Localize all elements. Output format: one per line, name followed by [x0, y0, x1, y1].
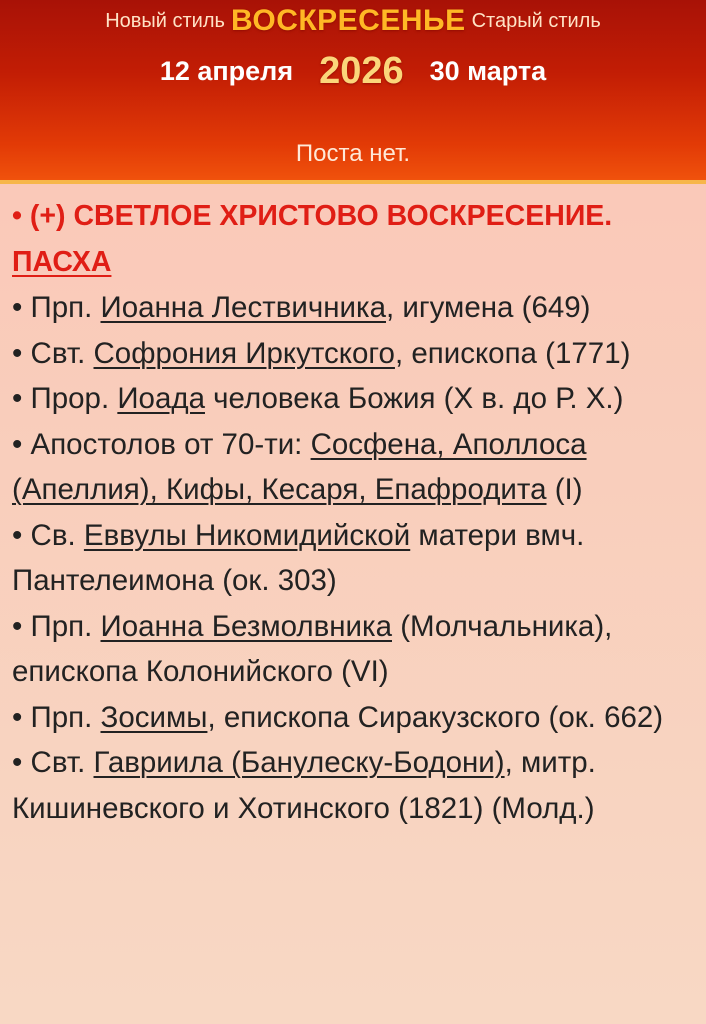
saint-link[interactable]: Гавриила (Банулеску-Бодони)	[93, 746, 505, 779]
saint-rank: • Свт.	[12, 336, 94, 370]
saint-rank: • Прп.	[12, 609, 101, 643]
saint-entry	[12, 376, 694, 422]
saint-entry	[12, 422, 694, 513]
saint-link[interactable]: Иоада	[117, 382, 205, 415]
new-style-date: 12 апреля	[159, 55, 294, 86]
saint-description: (I)	[546, 473, 583, 506]
saint-description: , епископа Сиракузского (ок. 662)	[207, 700, 664, 734]
main-feast-title: • (+) СВЕТЛОЕ ХРИСТОВО ВОСКРЕСЕНИЕ.	[12, 200, 613, 232]
saint-entry	[12, 604, 694, 695]
saint-description: , игумена (649)	[385, 291, 591, 324]
saint-link[interactable]: Иоанна Безмолвника	[100, 609, 392, 643]
saint-description: (Молчальника), епископа Колонийского (VI)	[12, 609, 613, 688]
saint-description: человека Божия (X в. до Р. X.)	[204, 382, 624, 415]
saint-rank: • Св.	[12, 518, 84, 552]
saint-rank: • Прп.	[12, 291, 101, 324]
fast-status: Поста нет.	[295, 140, 411, 167]
year: 2026	[319, 49, 404, 92]
saint-link[interactable]: Сосфена, Аполлоса (Апеллия), Кифы, Кесаря, Епафродита	[12, 427, 587, 506]
saints-list	[0, 184, 706, 831]
saint-entry	[12, 285, 694, 331]
weekday-title: ВОСКРЕСЕНЬЕ	[230, 4, 466, 37]
saint-link[interactable]: Зосимы	[100, 700, 208, 734]
saint-description: матери вмч. Пантелеимона (ок. 303)	[12, 518, 585, 597]
saint-link[interactable]: Иоанна Лествичника	[100, 291, 386, 324]
saint-description: , епископа (1771)	[394, 336, 631, 370]
saint-rank: • Прп.	[12, 700, 101, 734]
saint-entry	[12, 513, 694, 604]
old-style-date: 30 марта	[429, 55, 547, 86]
date-header	[0, 0, 706, 184]
saint-description: , митр. Кишиневского и Хотинского (1821) (Молд.)	[12, 746, 596, 825]
saint-link[interactable]: Еввулы Никомидийской	[83, 518, 411, 552]
saint-link[interactable]: Софрония Иркутского	[93, 336, 395, 370]
saint-entry	[12, 740, 694, 831]
saint-rank: • Свт.	[12, 746, 94, 779]
main-feast-link[interactable]: ПАСХА	[12, 245, 112, 278]
saint-rank: • Апостолов от 70-ти:	[12, 427, 311, 461]
old-style-label: Старый стиль	[471, 9, 601, 32]
new-style-label: Новый стиль	[105, 9, 225, 32]
main-feast	[12, 194, 694, 285]
saint-rank: • Прор.	[12, 382, 118, 415]
dates-row	[0, 46, 706, 96]
weekday-row	[0, 0, 706, 42]
saint-entry	[12, 331, 694, 377]
saint-entry	[12, 695, 694, 741]
